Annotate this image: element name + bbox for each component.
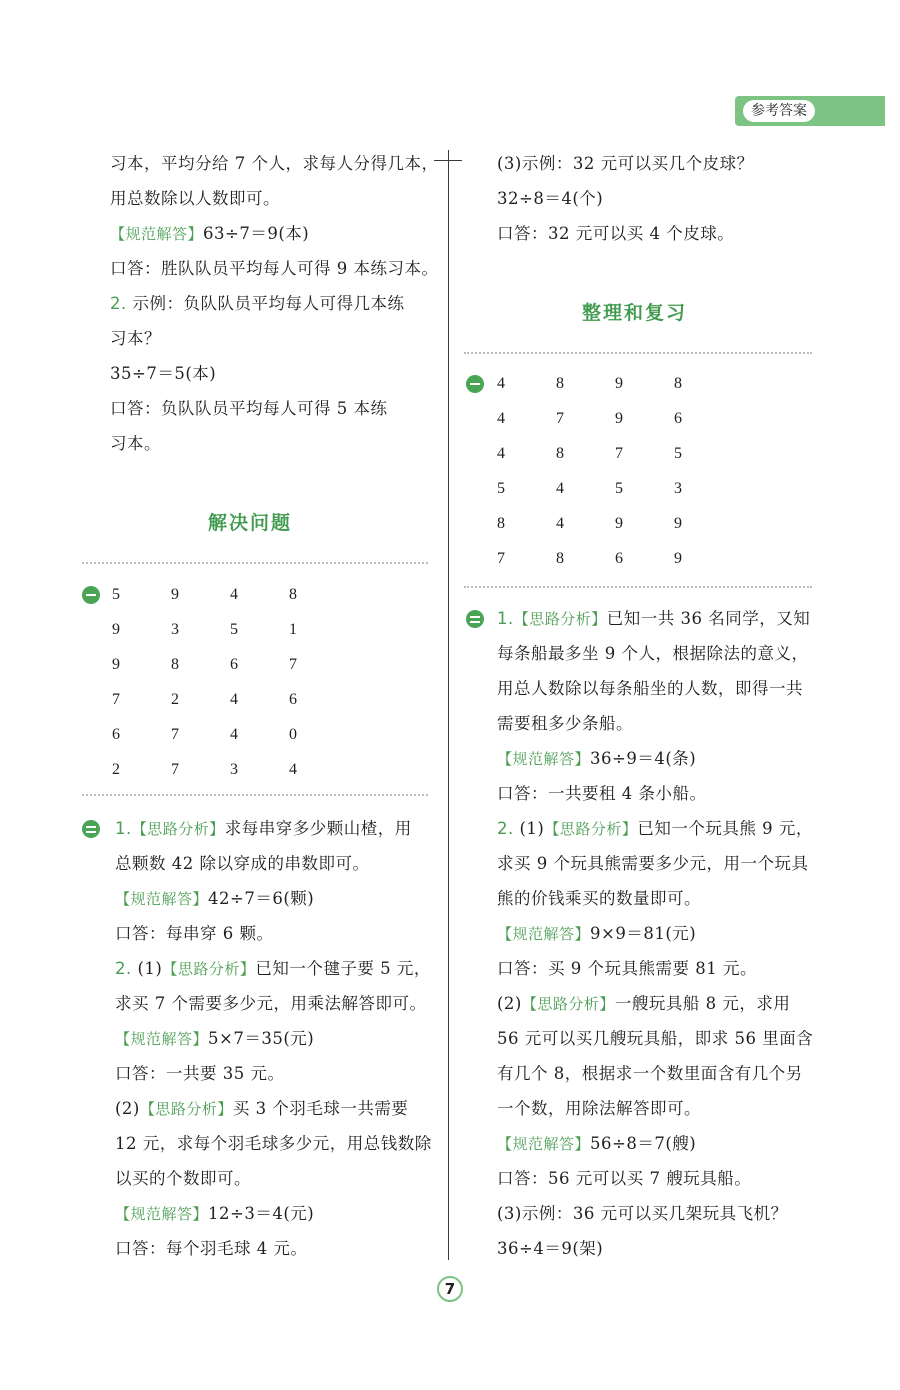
grid-cell: 8 — [556, 550, 564, 567]
question-line — [115, 958, 431, 980]
question-text: 一艘玩具船 8 元，求用 — [614, 994, 791, 1013]
grid-cell: 9 — [615, 375, 623, 392]
equation: 63÷7＝9(本) — [203, 224, 310, 243]
grid-cell: 6 — [289, 691, 297, 708]
section-one-icon — [82, 586, 100, 604]
text-line: 求买 9 个玩具熊需要多少元，用一个玩具 — [497, 854, 809, 873]
grid-cell: 5 — [112, 586, 120, 603]
page-number: 7 — [437, 1276, 463, 1302]
section-two-icon — [82, 820, 100, 838]
grid-cell: 4 — [230, 726, 238, 743]
grid-cell: 5 — [615, 480, 623, 497]
question-text: 求每串穿多少颗山楂，用 — [224, 819, 412, 838]
equation: 12÷3＝4(元) — [208, 1204, 315, 1223]
question-text: 已知一个玩具熊 9 元， — [637, 819, 813, 838]
dotted-divider — [464, 586, 812, 588]
grid-cell: 7 — [289, 656, 297, 673]
grid-cell: 7 — [171, 761, 179, 778]
grid-cell: 8 — [289, 586, 297, 603]
answer-tag: 【规范解答】 — [110, 225, 204, 243]
grid-cell: 4 — [497, 410, 505, 427]
grid-cell: 7 — [497, 550, 505, 567]
grid-cell: 8 — [674, 375, 682, 392]
text-line: (3)示例：32 元可以买几个皮球？ — [497, 154, 754, 173]
text-line: 习本？ — [110, 329, 161, 348]
equation: 32÷8＝4(个) — [497, 189, 604, 208]
question-line — [497, 818, 813, 840]
answer-line — [497, 923, 696, 945]
question-line — [115, 1098, 408, 1120]
grid-cell: 6 — [112, 726, 120, 743]
question-number: 2. — [110, 294, 127, 313]
analysis-tag: 【思路分析】 — [162, 960, 256, 978]
grid-cell: 8 — [171, 656, 179, 673]
question-number: 2. — [497, 819, 514, 838]
answer-tag: 【规范解答】 — [115, 890, 209, 908]
equation: 36÷9＝4(条) — [590, 749, 697, 768]
grid-cell: 4 — [556, 480, 564, 497]
analysis-tag: 【思路分析】 — [139, 1100, 233, 1118]
answer-tag: 【规范解答】 — [497, 750, 591, 768]
reply-line: 口答：一共要 35 元。 — [115, 1064, 285, 1083]
dotted-divider — [82, 794, 428, 796]
reply-line: 口答：胜队队员平均每人可得 9 本练习本。 — [110, 259, 439, 278]
text-line: 每条船最多坐 9 个人，根据除法的意义， — [497, 644, 809, 663]
grid-cell: 7 — [112, 691, 120, 708]
grid-cell: 7 — [556, 410, 564, 427]
text-line: 12 元，求每个羽毛球多少元，用总钱数除 — [115, 1134, 432, 1153]
grid-cell: 2 — [171, 691, 179, 708]
text-line: 总颗数 42 除以穿成的串数即可。 — [115, 854, 370, 873]
question-text: 已知一个毽子要 5 元， — [255, 959, 431, 978]
text-line: 求买 7 个需要多少元，用乘法解答即可。 — [115, 994, 427, 1013]
grid-cell: 1 — [289, 621, 297, 638]
answer-key-label: 参考答案 — [743, 100, 815, 122]
analysis-tag: 【思路分析】 — [544, 820, 638, 838]
grid-cell: 4 — [497, 445, 505, 462]
answer-line — [110, 223, 309, 245]
grid-cell: 6 — [674, 410, 682, 427]
answer-line — [497, 748, 696, 770]
section-two-icon — [466, 610, 484, 628]
dotted-divider — [82, 562, 428, 564]
text-line: 习本，平均分给 7 个人，求每人分得几本， — [110, 154, 439, 173]
reply-line: 口答：买 9 个玩具熊需要 81 元。 — [497, 959, 757, 978]
reply-line: 口答：一共要租 4 条小船。 — [497, 784, 707, 803]
grid-cell: 4 — [230, 691, 238, 708]
text-line: 用总数除以人数即可。 — [110, 189, 280, 208]
reply-line: 习本。 — [110, 434, 161, 453]
grid-cell: 3 — [171, 621, 179, 638]
grid-cell: 8 — [497, 515, 505, 532]
question-number: 2. — [115, 959, 132, 978]
answer-line — [497, 1133, 696, 1155]
question-line — [497, 608, 810, 630]
grid-cell: 5 — [230, 621, 238, 638]
text-line: (3)示例：36 元可以买几架玩具飞机？ — [497, 1204, 788, 1223]
answer-tag: 【规范解答】 — [115, 1030, 209, 1048]
text-line: 需要租多少条船。 — [497, 714, 633, 733]
text-line: 熊的价钱乘买的数量即可。 — [497, 889, 701, 908]
grid-cell: 4 — [556, 515, 564, 532]
grid-cell: 0 — [289, 726, 297, 743]
grid-cell: 9 — [674, 550, 682, 567]
part-label: (1) — [137, 959, 163, 978]
grid-cell: 2 — [112, 761, 120, 778]
grid-cell: 9 — [112, 656, 120, 673]
analysis-tag: 【思路分析】 — [513, 610, 607, 628]
grid-cell: 9 — [112, 621, 120, 638]
grid-cell: 5 — [674, 445, 682, 462]
equation: 35÷7＝5(本) — [110, 364, 217, 383]
equation: 9×9＝81(元) — [590, 924, 697, 943]
dotted-divider — [464, 352, 812, 354]
analysis-tag: 【思路分析】 — [131, 820, 225, 838]
grid-cell: 7 — [171, 726, 179, 743]
section-title: 解决问题 — [208, 512, 293, 534]
part-label: (2) — [497, 994, 522, 1013]
text-line: 以买的个数即可。 — [115, 1169, 251, 1188]
question-line — [110, 293, 405, 315]
text-line: 用总人数除以每条船坐的人数，即得一共 — [497, 679, 803, 698]
reply-line: 口答：每个羽毛球 4 元。 — [115, 1239, 308, 1258]
grid-cell: 3 — [674, 480, 682, 497]
question-text: 示例：负队队员平均每人可得几本练 — [132, 294, 405, 313]
reply-line: 口答：32 元可以买 4 个皮球。 — [497, 224, 735, 243]
grid-cell: 8 — [556, 375, 564, 392]
divider-tick — [448, 160, 462, 161]
grid-cell: 7 — [615, 445, 623, 462]
answer-tag: 【规范解答】 — [497, 925, 591, 943]
question-number: 1. — [115, 819, 132, 838]
question-text: 已知一共 36 名同学，又知 — [606, 609, 811, 628]
question-number: 1. — [497, 609, 514, 628]
answer-line — [115, 1028, 314, 1050]
grid-cell: 4 — [289, 761, 297, 778]
answer-tag: 【规范解答】 — [497, 1135, 591, 1153]
grid-cell: 4 — [497, 375, 505, 392]
reply-line: 口答：56 元可以买 7 艘玩具船。 — [497, 1169, 752, 1188]
grid-cell: 4 — [230, 586, 238, 603]
analysis-tag: 【思路分析】 — [521, 995, 615, 1013]
text-line: 56 元可以买几艘玩具船，即求 56 里面含 — [497, 1029, 814, 1048]
grid-cell: 5 — [497, 480, 505, 497]
question-text: 买 3 个羽毛球一共需要 — [232, 1099, 409, 1118]
equation: 5×7＝35(元) — [208, 1029, 315, 1048]
grid-cell: 9 — [674, 515, 682, 532]
part-label: (2) — [115, 1099, 140, 1118]
part-label: (1) — [519, 819, 545, 838]
grid-cell: 9 — [615, 515, 623, 532]
equation: 42÷7＝6(颗) — [208, 889, 315, 908]
text-line: 一个数，用除法解答即可。 — [497, 1099, 701, 1118]
grid-cell: 6 — [615, 550, 623, 567]
equation: 36÷4＝9(架) — [497, 1239, 604, 1258]
answer-key-tab — [735, 96, 885, 126]
text-line: 有几个 8，根据求一个数里面含有几个另 — [497, 1064, 803, 1083]
answer-tag: 【规范解答】 — [115, 1205, 209, 1223]
question-line — [497, 993, 790, 1015]
answer-line — [115, 1203, 314, 1225]
answer-line — [115, 888, 314, 910]
grid-cell: 8 — [556, 445, 564, 462]
section-title: 整理和复习 — [582, 302, 688, 324]
reply-line: 口答：每串穿 6 颗。 — [115, 924, 274, 943]
reply-line: 口答：负队队员平均每人可得 5 本练 — [110, 399, 388, 418]
question-line — [115, 818, 412, 840]
grid-cell: 3 — [230, 761, 238, 778]
equation: 56÷8＝7(艘) — [590, 1134, 697, 1153]
column-divider — [448, 150, 449, 1260]
grid-cell: 6 — [230, 656, 238, 673]
section-one-icon — [466, 375, 484, 393]
grid-cell: 9 — [171, 586, 179, 603]
grid-cell: 9 — [615, 410, 623, 427]
